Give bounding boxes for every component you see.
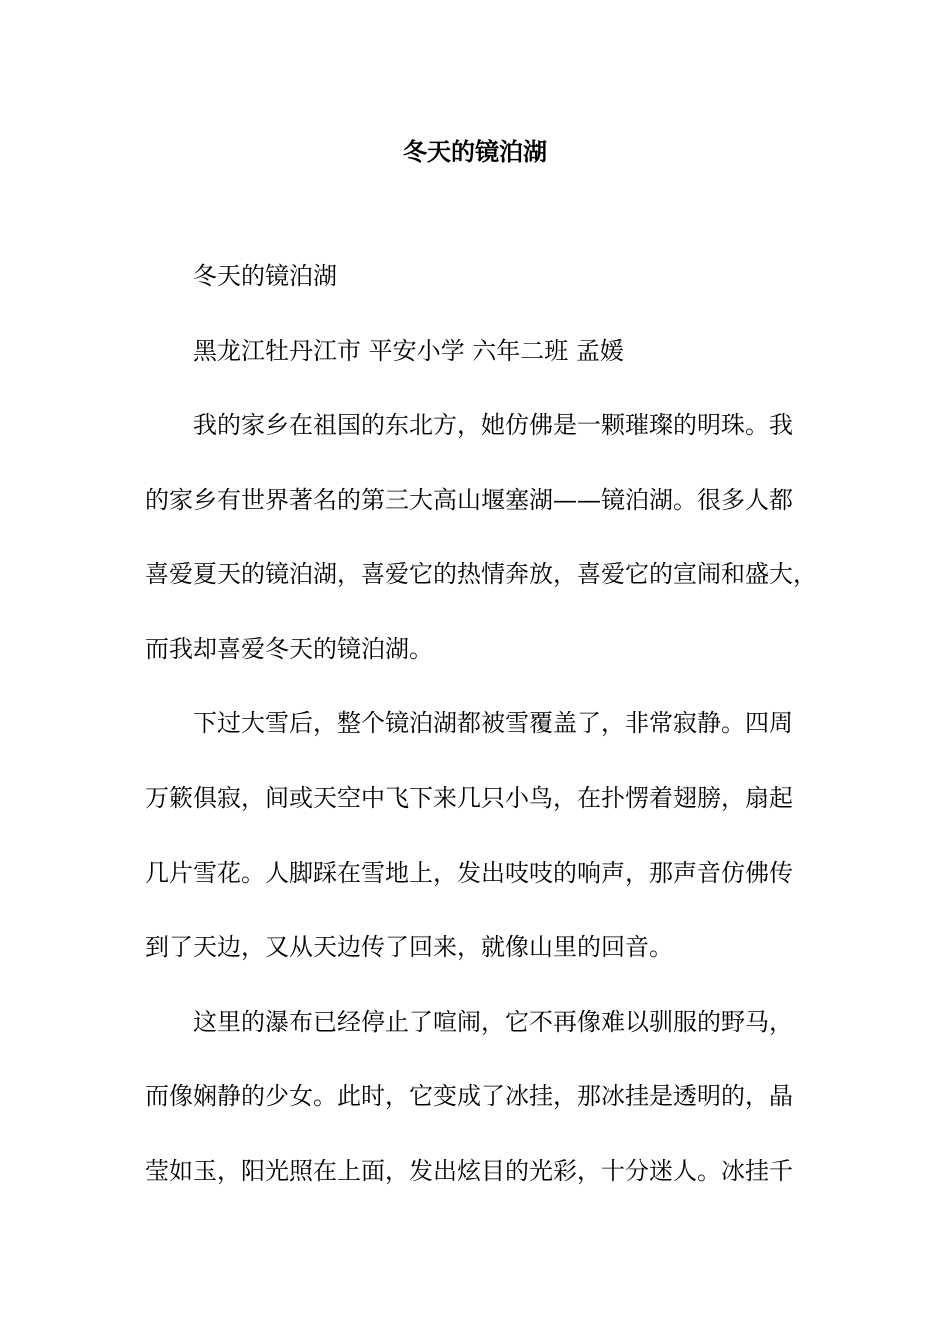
text-line: 几片雪花。人脚踩在雪地上，发出吱吱的响声，那声音仿佛传	[145, 859, 793, 887]
text-line: 而我却喜爱冬天的镜泊湖。	[145, 635, 433, 663]
text-line: 这里的瀑布已经停止了喧闹，它不再像难以驯服的野马，	[193, 1008, 793, 1036]
subtitle-line: 冬天的镜泊湖	[193, 262, 337, 290]
text-line: 的家乡有世界著名的第三大高山堰塞湖——镜泊湖。很多人都	[145, 486, 793, 514]
text-line: 下过大雪后，整个镜泊湖都被雪覆盖了，非常寂静。四周	[193, 709, 793, 737]
text-line: 到了天边，又从天边传了回来，就像山里的回音。	[145, 933, 673, 961]
document-title: 冬天的镜泊湖	[403, 137, 547, 166]
text-line: 我的家乡在祖国的东北方，她仿佛是一颗璀璨的明珠。我	[193, 411, 793, 439]
text-line: 喜爱夏天的镜泊湖，喜爱它的热情奔放，喜爱它的宣闹和盛大，	[145, 560, 817, 588]
text-line: 而像娴静的少女。此时，它变成了冰挂，那冰挂是透明的，晶	[145, 1082, 793, 1110]
text-line: 莹如玉，阳光照在上面，发出炫目的光彩，十分迷人。冰挂千	[145, 1157, 793, 1185]
text-line: 万簌俱寂，间或天空中飞下来几只小鸟，在扑愣着翅膀，扇起	[145, 784, 793, 812]
author-line: 黑龙江牡丹江市 平安小学 六年二班 孟媛	[193, 337, 624, 365]
